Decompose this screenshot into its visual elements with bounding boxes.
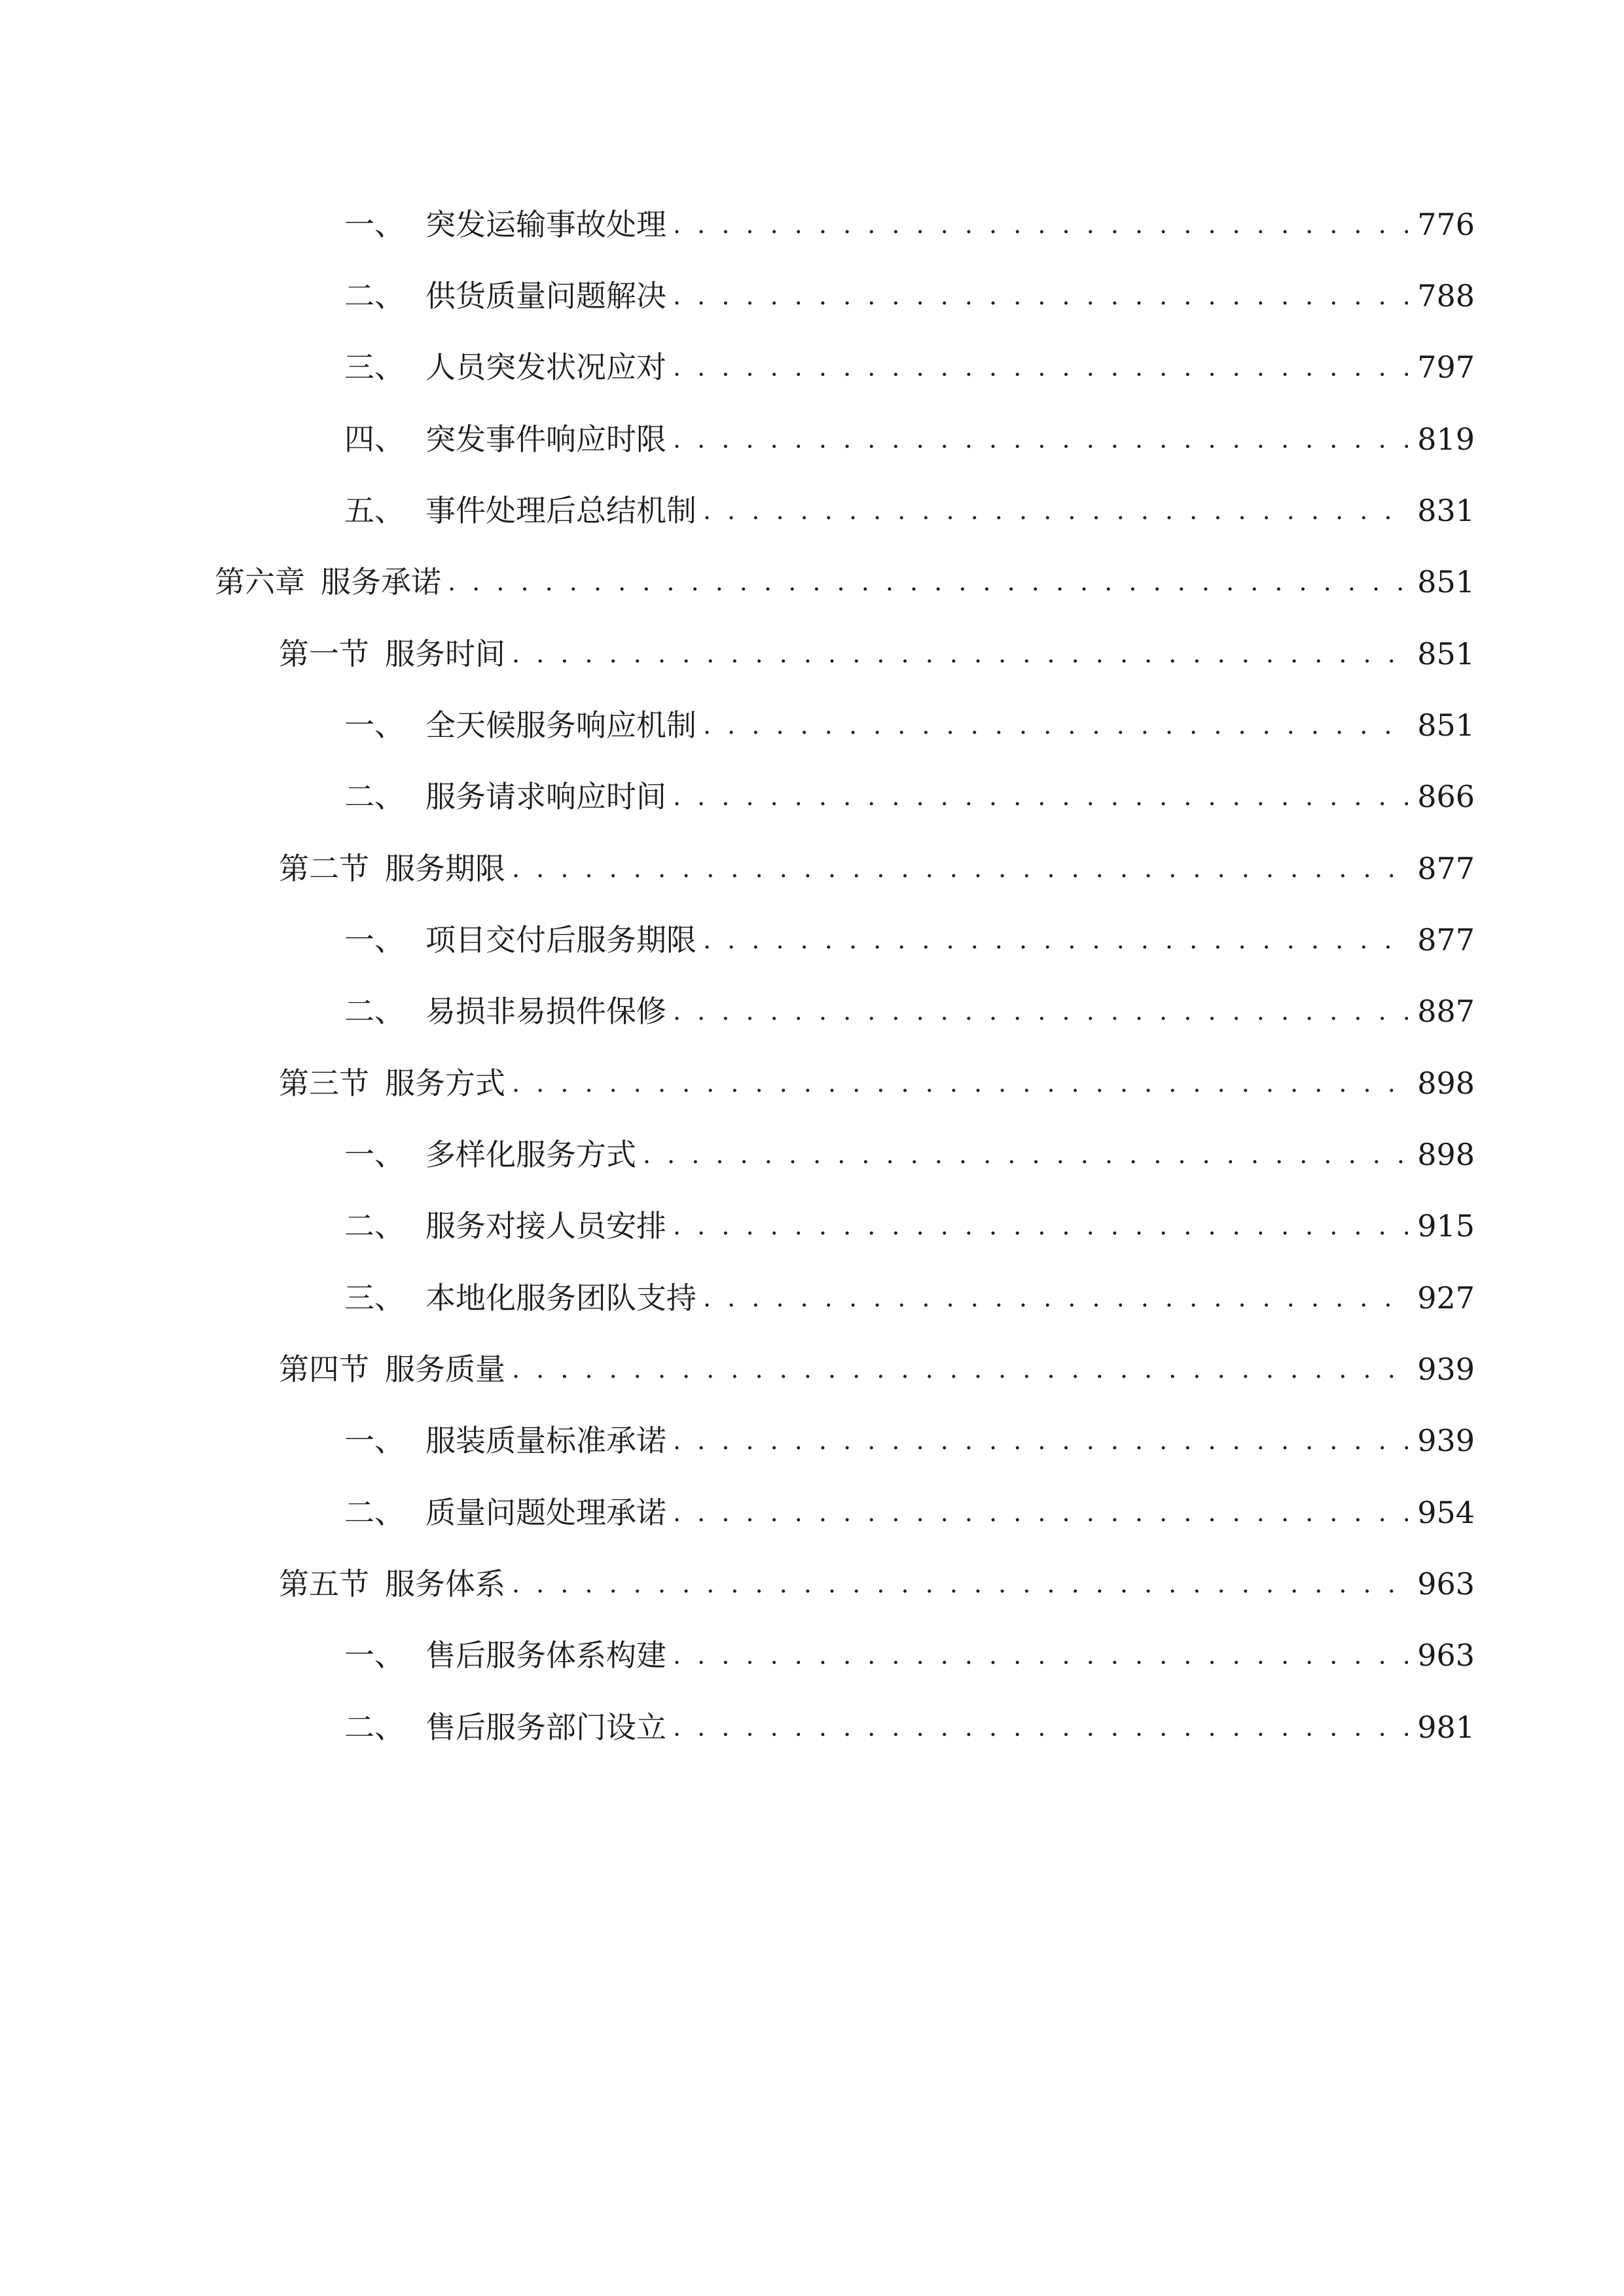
toc-dot-leader [673, 209, 1408, 240]
toc-entry-page: 866 [1417, 779, 1475, 814]
toc-entry-number: 第二节 [279, 851, 369, 886]
toc-section-entry[interactable] [279, 834, 1475, 884]
toc-entry-page: 939 [1417, 1352, 1475, 1387]
toc-dot-leader [673, 352, 1408, 382]
toc-section-entry[interactable] [279, 1335, 1475, 1387]
toc-entry[interactable] [344, 977, 1475, 1029]
toc-entry[interactable] [344, 1406, 1475, 1456]
toc-dot-leader [673, 281, 1408, 311]
toc-entry[interactable] [344, 1621, 1475, 1673]
toc-entry[interactable] [344, 476, 1475, 526]
toc-entry-title: 质量问题处理承诺 [425, 1495, 666, 1530]
toc-entry-title: 售后服务部门设立 [425, 1710, 666, 1745]
toc-entry-page: 915 [1417, 1208, 1475, 1244]
toc-dot-leader [673, 1211, 1408, 1241]
toc-section-entry[interactable] [279, 1549, 1475, 1602]
toc-entry-number: 二、 [344, 1710, 405, 1745]
toc-entry-number: 第三节 [279, 1066, 369, 1101]
toc-entry-page: 877 [1417, 922, 1475, 958]
toc-entry[interactable] [344, 190, 1475, 240]
toc-entry-title: 人员突发状况应对 [425, 350, 666, 385]
toc-entry[interactable] [344, 1191, 1475, 1244]
toc-dot-leader [512, 639, 1408, 669]
toc-dot-leader [673, 1426, 1408, 1456]
toc-entry[interactable] [344, 332, 1475, 385]
toc-entry-page: 851 [1417, 708, 1475, 743]
toc-dot-leader [673, 996, 1408, 1026]
toc-entry-number: 一、 [344, 207, 405, 242]
toc-dot-leader [703, 925, 1408, 955]
toc-dot-leader [703, 495, 1408, 526]
toc-entry-page: 831 [1417, 493, 1475, 528]
toc-entry-title: 服务方式 [385, 1066, 505, 1101]
toc-entry-number: 二、 [344, 1208, 405, 1244]
toc-dot-leader [643, 1139, 1408, 1170]
toc-entry-title: 突发运输事故处理 [425, 207, 666, 242]
toc-entry-title: 售后服务体系构建 [425, 1638, 666, 1673]
toc-entry-number: 二、 [344, 278, 405, 314]
toc-entry-number: 一、 [344, 1137, 405, 1172]
toc-entry-page: 981 [1417, 1710, 1475, 1745]
toc-entry-number: 三、 [344, 350, 405, 385]
toc-entry-number: 一、 [344, 1638, 405, 1673]
toc-entry-title: 服务期限 [385, 851, 505, 886]
toc-entry-page: 939 [1417, 1423, 1475, 1458]
toc-dot-leader [673, 424, 1408, 454]
toc-entry-number: 第五节 [279, 1566, 369, 1602]
toc-entry[interactable] [344, 261, 1475, 314]
toc-entry-page: 963 [1417, 1566, 1475, 1602]
toc-entry-number: 四、 [344, 422, 405, 457]
toc-entry-title: 服务承诺 [321, 564, 441, 600]
toc-entry-number: 一、 [344, 1423, 405, 1458]
toc-entry-page: 898 [1417, 1137, 1475, 1172]
toc-entry-page: 851 [1417, 636, 1475, 672]
toc-entry-title: 服务体系 [385, 1566, 505, 1602]
toc-entry-page: 927 [1417, 1280, 1475, 1316]
toc-entry-number: 二、 [344, 1495, 405, 1530]
toc-entry-title: 服务对接人员安排 [425, 1208, 666, 1244]
toc-entry-page: 954 [1417, 1495, 1475, 1530]
toc-entry-page: 963 [1417, 1638, 1475, 1673]
toc-dot-leader [703, 1283, 1408, 1313]
toc-dot-leader [673, 781, 1408, 812]
toc-entry-number: 第四节 [279, 1352, 369, 1387]
toc-entry-page: 776 [1417, 207, 1475, 242]
toc-entry-title: 服务请求响应时间 [425, 779, 666, 814]
toc-entry[interactable] [344, 1478, 1475, 1528]
toc-entry[interactable] [344, 1693, 1475, 1745]
toc-entry[interactable] [344, 1120, 1475, 1170]
toc-entry[interactable] [344, 404, 1475, 457]
toc-entry-title: 多样化服务方式 [425, 1137, 636, 1172]
toc-dot-leader [673, 1712, 1408, 1742]
toc-entry-page: 819 [1417, 422, 1475, 457]
toc-entry-page: 797 [1417, 350, 1475, 385]
toc-entry-title: 本地化服务团队支持 [425, 1280, 696, 1316]
toc-entry-number: 五、 [344, 493, 405, 528]
toc-entry-number: 二、 [344, 994, 405, 1029]
toc-entry-number: 一、 [344, 708, 405, 743]
toc-dot-leader [673, 1640, 1408, 1670]
toc-entry-page: 851 [1417, 564, 1475, 600]
toc-entry-title: 事件处理后总结机制 [425, 493, 696, 528]
toc-entry-number: 第一节 [279, 636, 369, 672]
toc-entry-page: 898 [1417, 1066, 1475, 1101]
toc-dot-leader [512, 853, 1408, 884]
toc-entry-title: 项目交付后服务期限 [425, 922, 696, 958]
toc-entry-title: 供货质量问题解决 [425, 278, 666, 314]
toc-entry-title: 服务时间 [385, 636, 505, 672]
toc-entry[interactable] [344, 691, 1475, 743]
toc-entry-title: 服务质量 [385, 1352, 505, 1387]
toc-entry-page: 887 [1417, 994, 1475, 1029]
toc-entry-title: 服装质量标准承诺 [425, 1423, 666, 1458]
toc-entry-number: 三、 [344, 1280, 405, 1316]
toc-dot-leader [512, 1354, 1408, 1384]
toc-dot-leader [512, 1569, 1408, 1599]
toc-entry-number: 二、 [344, 779, 405, 814]
toc-entry-number: 一、 [344, 922, 405, 958]
toc-section-entry[interactable] [279, 1049, 1475, 1101]
toc-dot-leader [703, 710, 1408, 740]
toc-dot-leader [448, 567, 1408, 597]
toc-entry-title: 易损非易损件保修 [425, 994, 666, 1029]
toc-entry[interactable] [344, 762, 1475, 812]
toc-entry-page: 877 [1417, 851, 1475, 886]
toc-dot-leader [512, 1068, 1408, 1098]
toc-entry-page: 788 [1417, 278, 1475, 314]
toc-entry-number: 第六章 [215, 564, 305, 600]
toc-chapter-entry[interactable] [215, 547, 1475, 600]
toc-section-entry[interactable] [279, 619, 1475, 672]
toc-entry[interactable] [344, 905, 1475, 958]
toc-entry-title: 全天候服务响应机制 [425, 708, 696, 743]
toc-entry[interactable] [344, 1263, 1475, 1316]
toc-entry-title: 突发事件响应时限 [425, 422, 666, 457]
toc-dot-leader [673, 1498, 1408, 1528]
